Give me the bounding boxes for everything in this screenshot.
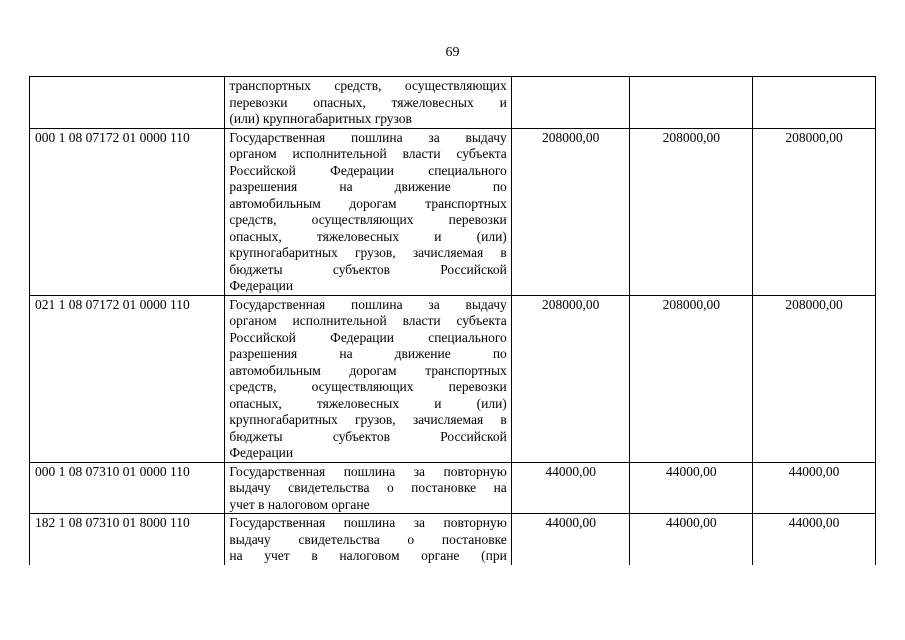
amount-year-1-cell: 44000,00 — [511, 462, 630, 514]
revenue-name-line: Государственная пошлина за выдачу — [229, 296, 507, 312]
revenue-name-line: транспортных средств, осуществляющих — [229, 78, 507, 93]
table-row — [30, 128, 876, 295]
amount-year-2-cell: 208000,00 — [630, 295, 753, 462]
revenue-name-line: автомобильным дорогам транспортных — [229, 362, 507, 378]
revenue-name-cell — [225, 514, 511, 565]
revenue-name-cell — [225, 295, 511, 462]
table-row — [30, 462, 876, 514]
budget-revenue-table — [29, 76, 876, 565]
table-row — [30, 514, 876, 565]
amount-year-2-cell: 44000,00 — [630, 462, 753, 514]
amount-year-1-cell: 44000,00 — [511, 514, 630, 565]
table-body — [30, 77, 876, 565]
revenue-name-line: опасных, тяжеловесных и (или) — [229, 395, 507, 411]
revenue-name-line: Российской Федерации специального — [229, 329, 507, 345]
amount-year-1-cell: 208000,00 — [511, 128, 630, 295]
kbk-code-cell: 182 1 08 07310 01 8000 110 — [30, 514, 225, 565]
revenue-name-line: бюджеты субъектов Российской — [229, 428, 507, 444]
revenue-name-line: Федерации — [229, 278, 294, 293]
amount-year-3-cell — [753, 77, 876, 129]
revenue-name-line: (или) крупногабаритных грузов — [229, 111, 412, 126]
kbk-code-cell — [30, 77, 225, 129]
table-row — [30, 295, 876, 462]
table-row — [30, 77, 876, 129]
revenue-name-line: средств, осуществляющих перевозки — [229, 379, 507, 394]
revenue-name-line: автомобильным дорогам транспортных — [229, 195, 507, 211]
revenue-name-line: крупногабаритных грузов, зачисляемая в — [229, 412, 507, 427]
revenue-name-line: органом исполнительной власти субъекта — [229, 146, 507, 161]
amount-year-2-cell: 208000,00 — [630, 128, 753, 295]
amount-year-3-cell: 44000,00 — [753, 462, 876, 514]
revenue-name-cell — [225, 462, 511, 514]
revenue-name-line: Российской Федерации специального — [229, 162, 507, 178]
revenue-name-line: крупногабаритных грузов, зачисляемая в — [229, 245, 507, 260]
page-number: 69 — [445, 45, 460, 60]
revenue-name-line: разрешения на движение по — [229, 346, 507, 361]
revenue-name-line: учет в налоговом органе — [229, 496, 370, 512]
kbk-code-cell: 000 1 08 07310 01 0000 110 — [30, 462, 225, 514]
amount-year-1-cell: 208000,00 — [511, 295, 630, 462]
revenue-name-line: выдачу свидетельства о постановке на — [229, 480, 507, 495]
amount-year-3-cell: 208000,00 — [753, 128, 876, 295]
kbk-code-cell: 021 1 08 07172 01 0000 110 — [30, 295, 225, 462]
kbk-code-cell: 000 1 08 07172 01 0000 110 — [30, 128, 225, 295]
revenue-name-cell — [225, 77, 511, 129]
revenue-name-line: на учет в налоговом органе (при — [229, 548, 507, 563]
revenue-name-line: Федерации — [229, 445, 294, 460]
revenue-name-line: Государственная пошлина за выдачу — [229, 129, 507, 145]
revenue-name-line: Государственная пошлина за повторную — [229, 463, 507, 479]
amount-year-2-cell — [630, 77, 753, 129]
amount-year-3-cell: 44000,00 — [753, 514, 876, 565]
revenue-name-line: Государственная пошлина за повторную — [229, 515, 507, 530]
amount-year-1-cell — [511, 77, 630, 129]
revenue-name-line: бюджеты субъектов Российской — [229, 261, 507, 277]
revenue-name-line: органом исполнительной власти субъекта — [229, 313, 507, 328]
amount-year-2-cell: 44000,00 — [630, 514, 753, 565]
revenue-name-line: средств, осуществляющих перевозки — [229, 212, 507, 227]
revenue-name-line: разрешения на движение по — [229, 179, 507, 194]
revenue-name-cell — [225, 128, 511, 295]
amount-year-3-cell: 208000,00 — [753, 295, 876, 462]
revenue-name-line: перевозки опасных, тяжеловесных и — [229, 94, 507, 110]
revenue-name-line: выдачу свидетельства о постановке — [229, 531, 507, 547]
revenue-name-line: опасных, тяжеловесных и (или) — [229, 228, 507, 244]
